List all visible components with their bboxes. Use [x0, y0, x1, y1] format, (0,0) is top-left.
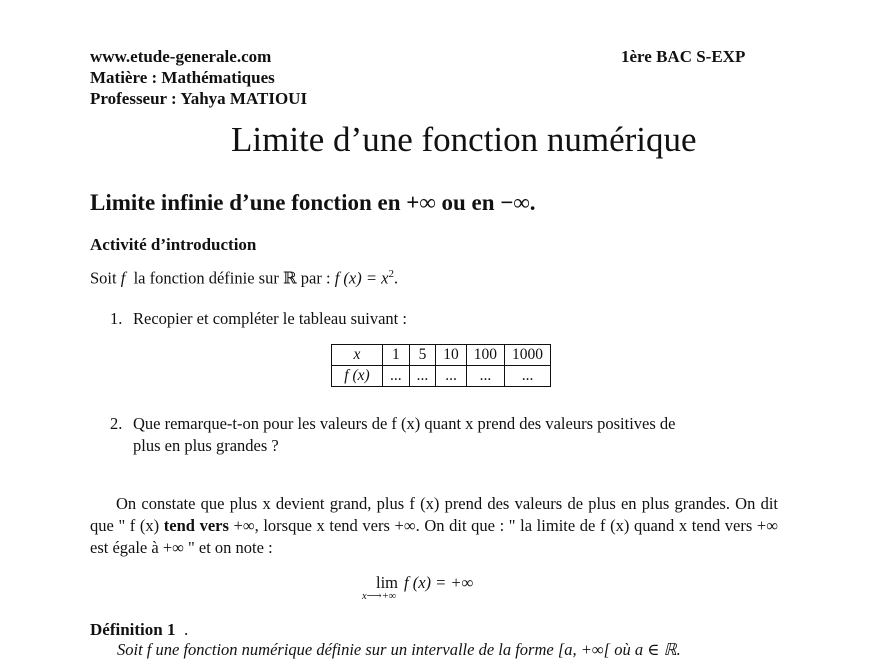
- definition-title-end: .: [183, 620, 189, 639]
- table-cell-fx: ...: [436, 366, 467, 387]
- table-row-x: [332, 345, 551, 366]
- table-cell-x: 100: [466, 345, 504, 366]
- activity-title: Activité d’introduction: [90, 235, 257, 254]
- table-row-fx: [332, 366, 551, 387]
- question-2-line-1: Que remarque-t-on pour les valeurs de f (x) quant x prend des valeurs positives de: [133, 414, 676, 433]
- class-level: 1ère BAC S-EXP: [621, 47, 746, 66]
- table-cell-fx: ...: [409, 366, 436, 387]
- intro-expr: f (x) = x: [334, 268, 389, 288]
- definition-title-text: Définition 1: [90, 620, 176, 639]
- paragraph-part-1: On constate que plus x devient grand, plus f (x) prend des valeurs de plus en plus grandes. On dit que " f (x): [90, 494, 778, 535]
- intro-line: [90, 268, 398, 289]
- table-cell-x: 5: [409, 345, 436, 366]
- table-header-x: x: [332, 345, 383, 366]
- limit-operator: lim: [376, 573, 399, 592]
- intro-f: f: [120, 268, 126, 288]
- subject-line: Matière : Mathématiques: [90, 68, 275, 87]
- teacher-line: Professeur : Yahya MATIOUI: [90, 89, 308, 108]
- values-table: [331, 344, 551, 387]
- definition-text: Soit f une fonction numérique définie sur un intervalle de la forme [a, +∞[ où a ∈ ℝ.: [117, 640, 681, 659]
- limit-subscript: x⟶+∞: [362, 591, 397, 602]
- intro-exponent: 2: [388, 268, 394, 280]
- intro-soit: Soit: [90, 268, 117, 288]
- table-cell-fx: ...: [383, 366, 410, 387]
- definition-title: [90, 620, 188, 640]
- table-cell-x: 10: [436, 345, 467, 366]
- table-cell-x: 1: [383, 345, 410, 366]
- paragraph-part-2: +∞, lorsque x tend vers +∞. On dit que : " la limite de f (x) quand x tend vers +∞ est égale à +∞ " et on note :: [90, 516, 778, 557]
- paragraph-bold: tend vers: [163, 516, 229, 535]
- question-2-line-2: plus en plus grandes ?: [133, 436, 279, 455]
- website-url: www.etude-generale.com: [90, 47, 272, 66]
- intro-end: .: [393, 268, 399, 288]
- limit-rhs: f (x) = +∞: [404, 573, 474, 592]
- table-header-fx: f (x): [332, 366, 383, 387]
- intro-text: la fonction définie sur ℝ par :: [133, 268, 331, 288]
- question-2-number: 2.: [110, 414, 123, 433]
- question-1-number: 1.: [110, 309, 123, 328]
- question-1-text: Recopier et compléter le tableau suivant :: [133, 309, 407, 328]
- page-title: Limite d’une fonction numérique: [231, 120, 697, 159]
- table-cell-x: 1000: [505, 345, 551, 366]
- explanation-paragraph: [90, 493, 778, 559]
- table-cell-fx: ...: [505, 366, 551, 387]
- table-cell-fx: ...: [466, 366, 504, 387]
- section-title: Limite infinie d’une fonction en +∞ ou en −∞.: [90, 190, 536, 215]
